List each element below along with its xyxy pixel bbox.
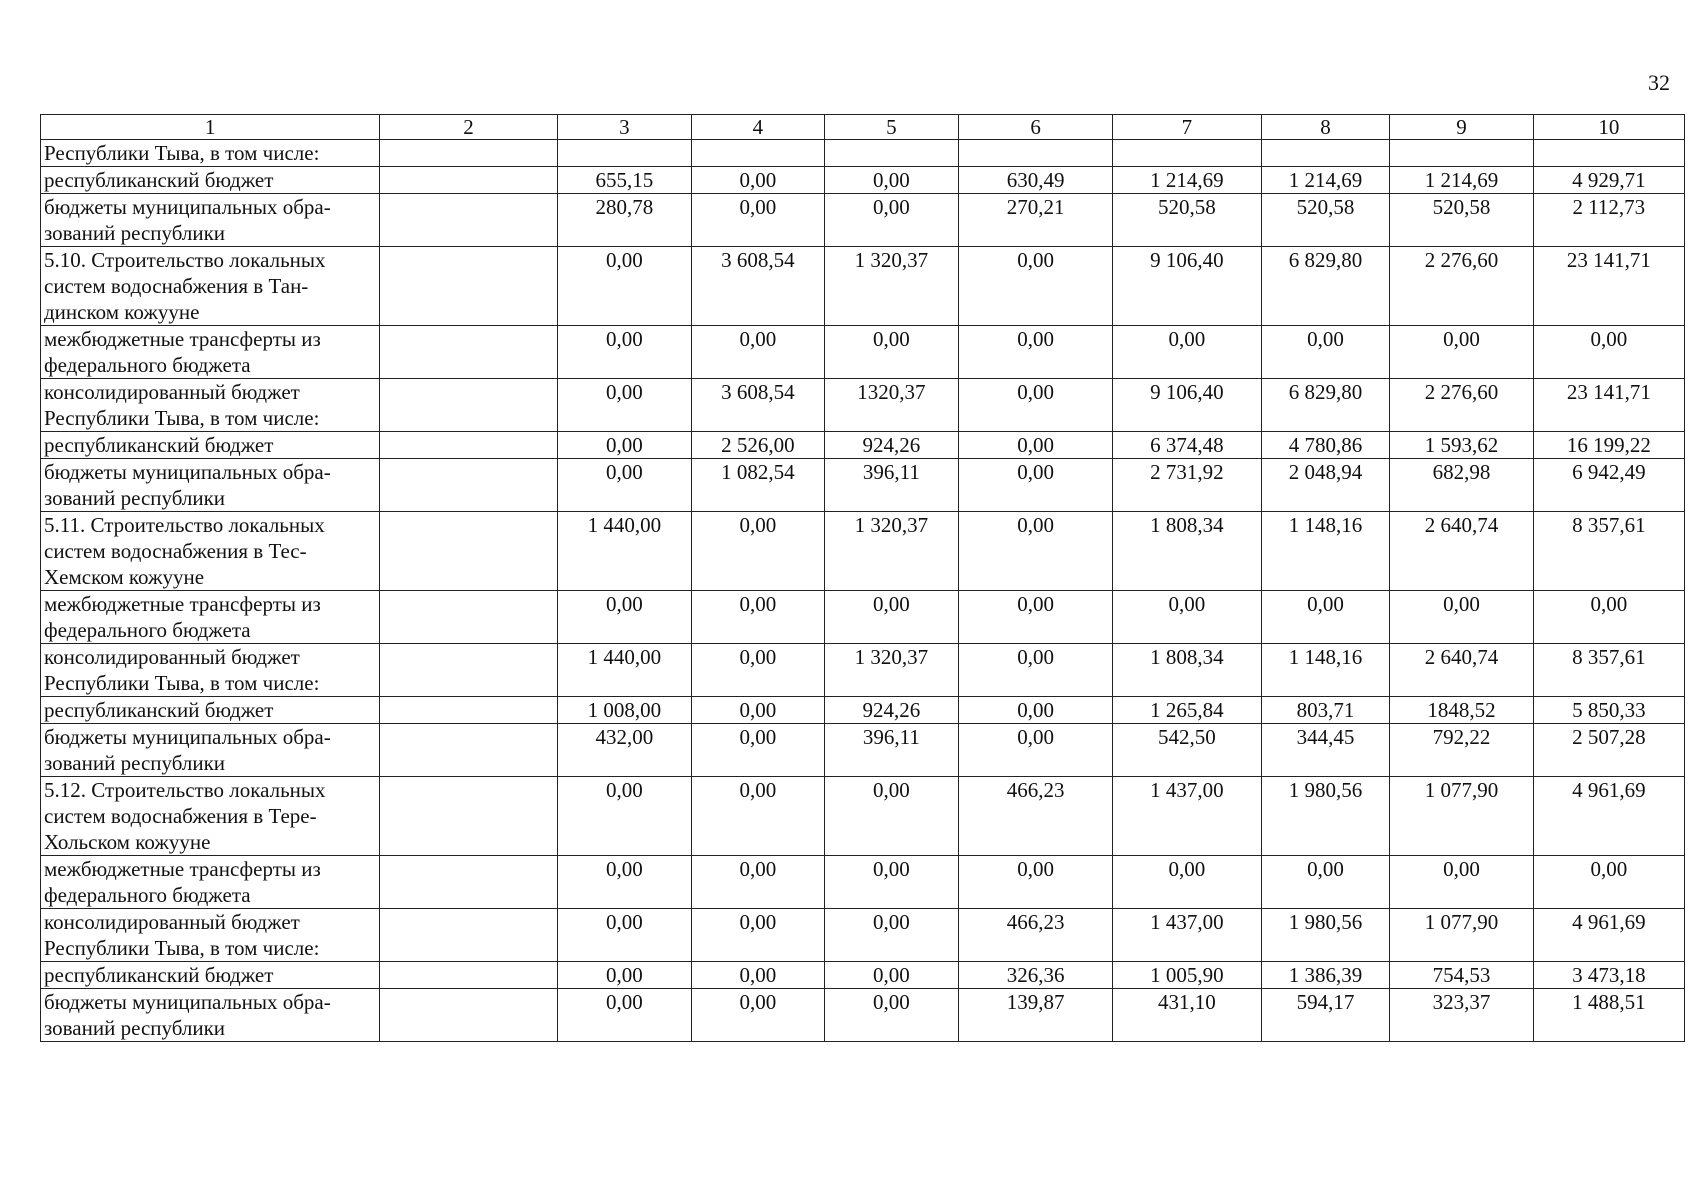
value-cell: 0,00: [824, 989, 958, 1042]
value-cell: 6 829,80: [1261, 379, 1390, 432]
value-cell: 0,00: [824, 962, 958, 989]
table-row: [41, 697, 1685, 724]
value-cell: 0,00: [691, 856, 824, 909]
row-label-line: федерального бюджета: [44, 883, 251, 907]
row-label-line: Хемском кожууне: [44, 565, 205, 589]
value-cell: 803,71: [1261, 697, 1390, 724]
value-cell: 0,00: [958, 697, 1112, 724]
value-cell: 1 437,00: [1113, 909, 1261, 962]
value-cell: 0,00: [557, 909, 691, 962]
table-row: [41, 512, 1685, 591]
value-cell: 23 141,71: [1533, 247, 1684, 326]
page-number: 32: [1648, 70, 1670, 95]
column-header: 4: [691, 115, 824, 140]
value-cell: [557, 140, 691, 167]
table-row: [41, 777, 1685, 856]
value-cell: 0,00: [557, 459, 691, 512]
value-cell: 0,00: [1113, 326, 1261, 379]
value-cell: 2 048,94: [1261, 459, 1390, 512]
value-cell: 0,00: [958, 644, 1112, 697]
value-cell: 1 488,51: [1533, 989, 1684, 1042]
value-cell: 0,00: [557, 379, 691, 432]
value-cell: 0,00: [1261, 326, 1390, 379]
value-cell: 0,00: [824, 777, 958, 856]
row-col2: [380, 591, 558, 644]
value-cell: 0,00: [1533, 326, 1684, 379]
value-cell: 0,00: [824, 591, 958, 644]
value-cell: 1 005,90: [1113, 962, 1261, 989]
value-cell: 0,00: [557, 247, 691, 326]
value-cell: 924,26: [824, 432, 958, 459]
row-label-line: межбюджетные трансферты из: [44, 592, 321, 616]
value-cell: 326,36: [958, 962, 1112, 989]
value-cell: 432,00: [557, 724, 691, 777]
value-cell: 2 731,92: [1113, 459, 1261, 512]
value-cell: 4 961,69: [1533, 777, 1684, 856]
row-label-line: 5.12. Строительство локальных: [44, 778, 326, 802]
value-cell: 1 214,69: [1261, 167, 1390, 194]
value-cell: 2 112,73: [1533, 194, 1684, 247]
table-row: [41, 724, 1685, 777]
value-cell: 0,00: [691, 989, 824, 1042]
value-cell: [1390, 140, 1533, 167]
value-cell: 792,22: [1390, 724, 1533, 777]
row-label: [41, 909, 380, 962]
value-cell: 1 437,00: [1113, 777, 1261, 856]
row-label-line: 5.10. Строительство локальных: [44, 248, 326, 272]
value-cell: [691, 140, 824, 167]
row-label-line: Республики Тыва, в том числе:: [44, 936, 320, 960]
row-col2: [380, 962, 558, 989]
row-label: [41, 140, 380, 167]
value-cell: 6 829,80: [1261, 247, 1390, 326]
value-cell: 0,00: [557, 432, 691, 459]
value-cell: 0,00: [1261, 856, 1390, 909]
value-cell: 1 148,16: [1261, 512, 1390, 591]
row-col2: [380, 777, 558, 856]
value-cell: 466,23: [958, 909, 1112, 962]
value-cell: 3 473,18: [1533, 962, 1684, 989]
table-row: [41, 247, 1685, 326]
value-cell: 6 942,49: [1533, 459, 1684, 512]
column-header: 3: [557, 115, 691, 140]
value-cell: 270,21: [958, 194, 1112, 247]
table-row: [41, 989, 1685, 1042]
row-label: [41, 459, 380, 512]
row-label-line: зований республики: [44, 1016, 226, 1040]
row-label-line: Республики Тыва, в том числе:: [44, 141, 320, 165]
table-row: [41, 591, 1685, 644]
row-label-line: 5.11. Строительство локальных: [44, 513, 325, 537]
value-cell: 1 148,16: [1261, 644, 1390, 697]
value-cell: [1533, 140, 1684, 167]
value-cell: 0,00: [958, 512, 1112, 591]
row-label-line: бюджеты муниципальных обра-: [44, 195, 331, 219]
column-header: 1: [41, 115, 380, 140]
value-cell: 16 199,22: [1533, 432, 1684, 459]
value-cell: 0,00: [691, 194, 824, 247]
value-cell: 139,87: [958, 989, 1112, 1042]
row-label-line: бюджеты муниципальных обра-: [44, 990, 331, 1014]
value-cell: 466,23: [958, 777, 1112, 856]
row-col2: [380, 856, 558, 909]
row-label: [41, 194, 380, 247]
column-header: 5: [824, 115, 958, 140]
table-row: [41, 962, 1685, 989]
row-label: [41, 777, 380, 856]
value-cell: 0,00: [958, 247, 1112, 326]
value-cell: 396,11: [824, 459, 958, 512]
row-label-line: Республики Тыва, в том числе:: [44, 406, 320, 430]
row-label-line: республиканский бюджет: [44, 698, 274, 722]
value-cell: 0,00: [691, 777, 824, 856]
value-cell: 0,00: [691, 512, 824, 591]
value-cell: 0,00: [691, 909, 824, 962]
value-cell: 1 808,34: [1113, 644, 1261, 697]
row-col2: [380, 512, 558, 591]
value-cell: 655,15: [557, 167, 691, 194]
value-cell: 4 780,86: [1261, 432, 1390, 459]
row-label: [41, 697, 380, 724]
row-label-line: зований республики: [44, 486, 226, 510]
value-cell: 0,00: [1113, 856, 1261, 909]
value-cell: 3 608,54: [691, 379, 824, 432]
value-cell: 682,98: [1390, 459, 1533, 512]
value-cell: 9 106,40: [1113, 247, 1261, 326]
row-col2: [380, 326, 558, 379]
value-cell: 2 276,60: [1390, 247, 1533, 326]
value-cell: 0,00: [958, 459, 1112, 512]
value-cell: 1 214,69: [1390, 167, 1533, 194]
row-label-line: консолидированный бюджет: [44, 380, 300, 404]
row-col2: [380, 194, 558, 247]
value-cell: 1 440,00: [557, 512, 691, 591]
value-cell: 754,53: [1390, 962, 1533, 989]
value-cell: 0,00: [691, 591, 824, 644]
row-label: [41, 644, 380, 697]
row-col2: [380, 724, 558, 777]
value-cell: 1 265,84: [1113, 697, 1261, 724]
row-col2: [380, 459, 558, 512]
column-header: 7: [1113, 115, 1261, 140]
value-cell: 0,00: [1390, 591, 1533, 644]
value-cell: 0,00: [1390, 856, 1533, 909]
row-col2: [380, 167, 558, 194]
value-cell: 0,00: [691, 697, 824, 724]
row-label: [41, 591, 380, 644]
value-cell: 0,00: [824, 856, 958, 909]
value-cell: 1 320,37: [824, 247, 958, 326]
value-cell: 0,00: [1113, 591, 1261, 644]
header-row: [41, 115, 1685, 140]
column-header: 9: [1390, 115, 1533, 140]
row-label: [41, 167, 380, 194]
value-cell: 1 077,90: [1390, 777, 1533, 856]
row-label: [41, 856, 380, 909]
value-cell: 0,00: [824, 167, 958, 194]
row-label-line: Республики Тыва, в том числе:: [44, 671, 320, 695]
value-cell: 0,00: [1533, 856, 1684, 909]
value-cell: 0,00: [824, 194, 958, 247]
value-cell: 2 526,00: [691, 432, 824, 459]
value-cell: [1261, 140, 1390, 167]
row-label-line: республиканский бюджет: [44, 168, 274, 192]
value-cell: [824, 140, 958, 167]
row-col2: [380, 989, 558, 1042]
row-label-line: зований республики: [44, 751, 226, 775]
row-label-line: межбюджетные трансферты из: [44, 327, 321, 351]
row-label: [41, 379, 380, 432]
value-cell: [1113, 140, 1261, 167]
row-label: [41, 512, 380, 591]
value-cell: 8 357,61: [1533, 644, 1684, 697]
value-cell: 0,00: [691, 326, 824, 379]
table-row: [41, 909, 1685, 962]
row-label-line: консолидированный бюджет: [44, 645, 300, 669]
value-cell: 0,00: [1533, 591, 1684, 644]
value-cell: 2 640,74: [1390, 644, 1533, 697]
budget-table: [40, 114, 1685, 1042]
value-cell: 1 214,69: [1113, 167, 1261, 194]
value-cell: 5 850,33: [1533, 697, 1684, 724]
column-header: 2: [380, 115, 558, 140]
row-label-line: консолидированный бюджет: [44, 910, 300, 934]
table-row: [41, 379, 1685, 432]
row-label-line: зований республики: [44, 221, 226, 245]
value-cell: 8 357,61: [1533, 512, 1684, 591]
row-col2: [380, 247, 558, 326]
value-cell: 0,00: [958, 591, 1112, 644]
value-cell: 0,00: [557, 777, 691, 856]
value-cell: 0,00: [557, 326, 691, 379]
row-label: [41, 247, 380, 326]
row-col2: [380, 432, 558, 459]
table-row: [41, 326, 1685, 379]
value-cell: 0,00: [691, 644, 824, 697]
value-cell: 542,50: [1113, 724, 1261, 777]
value-cell: 0,00: [1390, 326, 1533, 379]
value-cell: 1 980,56: [1261, 909, 1390, 962]
table-row: [41, 432, 1685, 459]
value-cell: 323,37: [1390, 989, 1533, 1042]
table-row: [41, 459, 1685, 512]
value-cell: 1 593,62: [1390, 432, 1533, 459]
table-row: [41, 167, 1685, 194]
value-cell: 2 507,28: [1533, 724, 1684, 777]
value-cell: 0,00: [1261, 591, 1390, 644]
value-cell: 4 961,69: [1533, 909, 1684, 962]
row-col2: [380, 140, 558, 167]
table-row: [41, 856, 1685, 909]
row-label: [41, 326, 380, 379]
row-label-line: Хольском кожууне: [44, 830, 211, 854]
value-cell: 1 077,90: [1390, 909, 1533, 962]
row-label: [41, 962, 380, 989]
value-cell: 396,11: [824, 724, 958, 777]
row-label-line: федерального бюджета: [44, 353, 251, 377]
value-cell: 0,00: [958, 856, 1112, 909]
row-label-line: республиканский бюджет: [44, 433, 274, 457]
value-cell: 1 440,00: [557, 644, 691, 697]
value-cell: 280,78: [557, 194, 691, 247]
value-cell: 9 106,40: [1113, 379, 1261, 432]
value-cell: 924,26: [824, 697, 958, 724]
table-body: [41, 140, 1685, 1042]
value-cell: 1 808,34: [1113, 512, 1261, 591]
row-label-line: федерального бюджета: [44, 618, 251, 642]
value-cell: 520,58: [1261, 194, 1390, 247]
row-label-line: систем водоснабжения в Тес-: [44, 539, 307, 563]
row-label-line: систем водоснабжения в Тан-: [44, 274, 309, 298]
value-cell: 1320,37: [824, 379, 958, 432]
value-cell: 594,17: [1261, 989, 1390, 1042]
value-cell: 431,10: [1113, 989, 1261, 1042]
row-label-line: межбюджетные трансферты из: [44, 857, 321, 881]
row-label-line: систем водоснабжения в Тере-: [44, 804, 317, 828]
table-row: [41, 194, 1685, 247]
row-col2: [380, 909, 558, 962]
value-cell: 0,00: [691, 167, 824, 194]
row-label: [41, 989, 380, 1042]
row-label: [41, 724, 380, 777]
value-cell: 0,00: [557, 856, 691, 909]
table-row: [41, 644, 1685, 697]
value-cell: 0,00: [958, 379, 1112, 432]
value-cell: 0,00: [824, 326, 958, 379]
value-cell: 1 386,39: [1261, 962, 1390, 989]
value-cell: 23 141,71: [1533, 379, 1684, 432]
column-header: 10: [1533, 115, 1684, 140]
value-cell: 6 374,48: [1113, 432, 1261, 459]
value-cell: 0,00: [958, 326, 1112, 379]
value-cell: 1 320,37: [824, 512, 958, 591]
value-cell: 1 008,00: [557, 697, 691, 724]
row-col2: [380, 644, 558, 697]
value-cell: 0,00: [691, 962, 824, 989]
row-label-line: бюджеты муниципальных обра-: [44, 725, 331, 749]
row-label: [41, 432, 380, 459]
value-cell: 630,49: [958, 167, 1112, 194]
row-label-line: динском кожууне: [44, 300, 200, 324]
value-cell: 1 082,54: [691, 459, 824, 512]
value-cell: 344,45: [1261, 724, 1390, 777]
value-cell: 0,00: [958, 432, 1112, 459]
value-cell: 3 608,54: [691, 247, 824, 326]
value-cell: 0,00: [557, 989, 691, 1042]
row-label-line: республиканский бюджет: [44, 963, 274, 987]
value-cell: 0,00: [557, 591, 691, 644]
value-cell: 1 980,56: [1261, 777, 1390, 856]
row-label-line: бюджеты муниципальных обра-: [44, 460, 331, 484]
value-cell: 2 276,60: [1390, 379, 1533, 432]
row-col2: [380, 379, 558, 432]
value-cell: 520,58: [1390, 194, 1533, 247]
value-cell: 1848,52: [1390, 697, 1533, 724]
column-header: 6: [958, 115, 1112, 140]
value-cell: 0,00: [691, 724, 824, 777]
value-cell: 0,00: [557, 962, 691, 989]
value-cell: 4 929,71: [1533, 167, 1684, 194]
table-row: [41, 140, 1685, 167]
value-cell: 1 320,37: [824, 644, 958, 697]
value-cell: 2 640,74: [1390, 512, 1533, 591]
column-header: 8: [1261, 115, 1390, 140]
value-cell: 0,00: [824, 909, 958, 962]
row-col2: [380, 697, 558, 724]
value-cell: 520,58: [1113, 194, 1261, 247]
value-cell: [958, 140, 1112, 167]
value-cell: 0,00: [958, 724, 1112, 777]
